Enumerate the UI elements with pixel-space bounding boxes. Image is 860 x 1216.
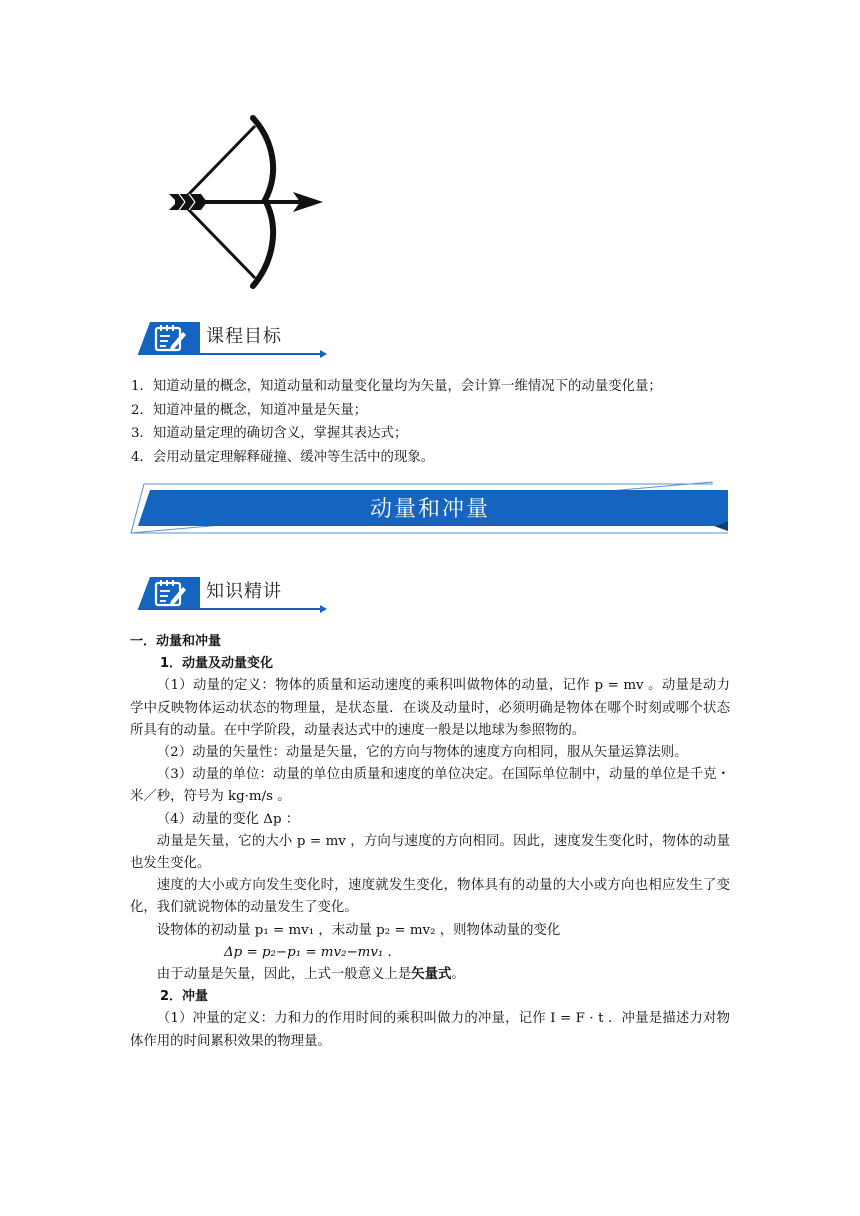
paragraph: 动量是矢量，它的大小 p = mv ，方向与速度的方向相同。因此，速度发生变化时，物体的动量也发生变化。 — [130, 833, 730, 872]
goal-item: 4．会用动量定理解释碰撞、缓冲等生活中的现象。 — [131, 449, 435, 465]
paragraph: （2）动量的矢量性：动量是矢量，它的方向与物体的速度方向相同，服从矢量运算法则。 — [156, 745, 688, 761]
goal-item: 2．知道冲量的概念，知道冲量是矢量； — [131, 402, 368, 418]
section-title: 课程目标 — [206, 326, 282, 347]
emphasis: 矢量式 — [411, 967, 452, 983]
bow-and-arrow-icon — [165, 112, 330, 292]
section-header-knowledge — [130, 575, 330, 611]
banner-title: 动量和冲量 — [369, 497, 490, 522]
section-header-goals — [130, 320, 330, 356]
goals-list — [131, 375, 751, 469]
equation: Δp = p₂−p₁ = mv₂−mv₁ . — [224, 944, 392, 960]
paragraph: 速度的大小或方向发生变化时，速度就发生变化，物体具有的动量的大小或方向也相应发生了变化，我们就说物体的动量发生了变化。 — [130, 878, 730, 916]
heading-level2: 2．冲量 — [160, 989, 209, 1005]
lesson-content — [130, 631, 730, 1053]
paragraph-text: 。 — [451, 967, 465, 983]
heading-level1: 一．动量和冲量 — [130, 634, 222, 649]
goal-item: 1．知道动量的概念，知道动量和动量变化量均为矢量，会计算一维情况下的动量变化量； — [131, 379, 662, 394]
paragraph: 设物体的初动量 p₁ = mv₁ ，末动量 p₂ = mv₂ ，则物体动量的变化 — [156, 922, 561, 938]
paragraph: （4）动量的变化 Δp ： — [156, 811, 300, 827]
paragraph-text: 由于动量是矢量，因此，上式一般意义上是 — [156, 967, 412, 983]
paragraph — [130, 964, 730, 986]
paragraph: （1）动量的定义：物体的质量和运动速度的乘积叫做物体的动量，记作 p = mv 。动量是动力学中反映物体运动状态的物理量，是状态量．在谈及动量时，必须明确是物体在哪个时刻或哪个状态所具有的动量。在中学阶段，动量表达式中的速度一般是以地球为参照物的。 — [130, 678, 730, 738]
section-title: 知识精讲 — [206, 581, 282, 602]
goal-item: 3．知道动量定理的确切含义，掌握其表达式； — [131, 426, 408, 441]
paragraph: （3）动量的单位：动量的单位由质量和速度的单位决定。在国际单位制中，动量的单位是千克・米／秒，符号为 kg·m/s 。 — [130, 767, 730, 805]
heading-level2: 1．动量及动量变化 — [160, 656, 274, 672]
paragraph: （1）冲量的定义：力和力的作用时间的乘积叫做力的冲量，记作 I = F · t ．冲量是描述力对物体作用的时间累积效果的物理量。 — [130, 1011, 730, 1049]
chapter-banner — [130, 481, 730, 535]
